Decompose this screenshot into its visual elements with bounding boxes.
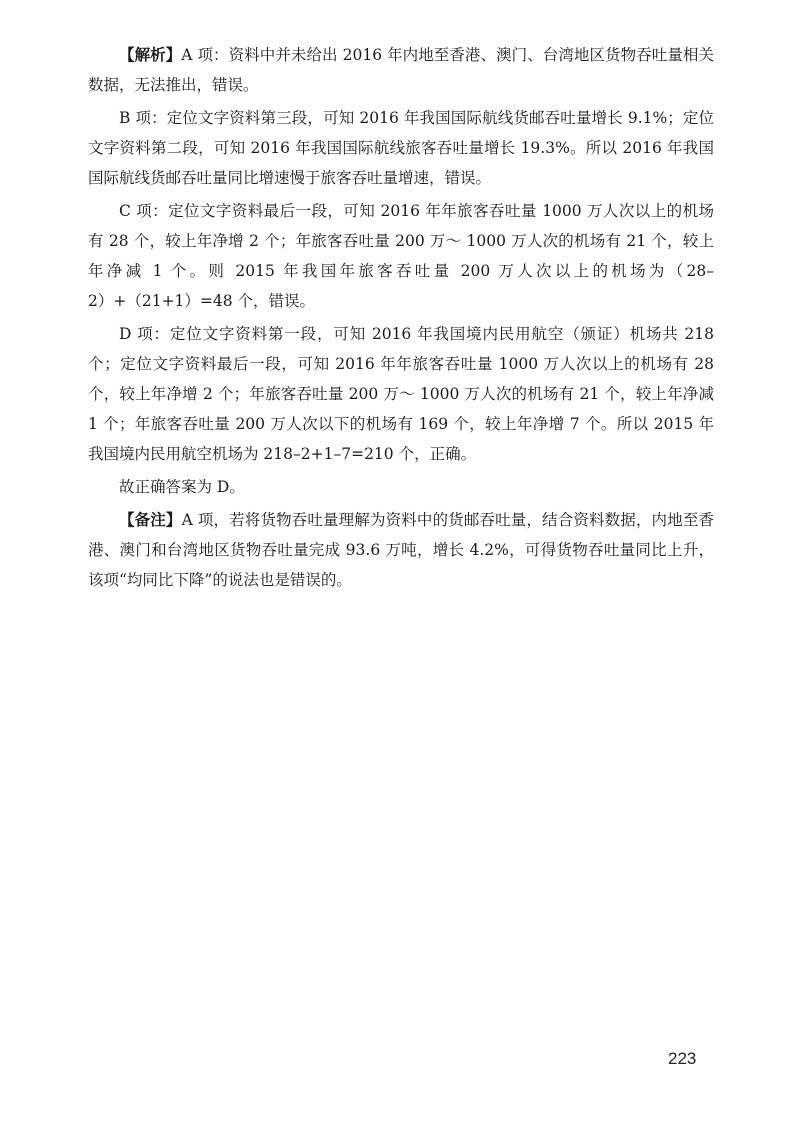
answer-paragraph: 故正确答案为 D。	[119, 478, 245, 496]
page-number: 223	[668, 1049, 697, 1068]
analysis-paragraph	[88, 40, 714, 100]
note-paragraph	[88, 505, 714, 595]
option-c-paragraph: C 项：定位文字资料最后一段，可知 2016 年年旅客吞吐量 1000 万人次以上的机场有 28 个，较上年净增 2 个；年旅客吞吐量 200 万～ 1000 万人次的机场有 21 个，较上年净减 1 个。则 2015 年我国年旅客吞吐量 200 万人次以上的机场为（28–2）+（21+1）=48 个，错误。	[88, 202, 714, 310]
document-page	[88, 40, 714, 598]
note-text: A 项，若将货物吞吐量理解为资料中的货邮吞吐量，结合资料数据，内地至香港、澳门和台湾地区货物吞吐量完成 93.6 万吨，增长 4.2%，可得货物吞吐量同比上升，该项“均同比下降”的说法也是错误的。	[88, 511, 714, 589]
analysis-text: A 项：资料中并未给出 2016 年内地至香港、澳门、台湾地区货物吞吐量相关数据，无法推出，错误。	[88, 46, 714, 94]
analysis-label: 【解析】	[119, 45, 182, 64]
option-b-paragraph: B 项：定位文字资料第三段，可知 2016 年我国国际航线货邮吞吐量增长 9.1%；定位文字资料第二段，可知 2016 年我国国际航线旅客吞吐量增长 19.3%。所以 2016 年我国国际航线货邮吞吐量同比增速慢于旅客吞吐量增速，错误。	[88, 109, 714, 187]
option-d-paragraph: D 项：定位文字资料第一段，可知 2016 年我国境内民用航空（颁证）机场共 218 个；定位文字资料最后一段，可知 2016 年年旅客吞吐量 1000 万人次以上的机场有 28 个，较上年净增 2 个；年旅客吞吐量 200 万～ 1000 万人次的机场有 21 个，较上年净减 1 个；年旅客吞吐量 200 万人次以下的机场有 169 个，较上年净增 7 个。所以 2015 年我国境内民用航空机场为 218–2+1–7=210 个，正确。	[88, 325, 714, 463]
note-label: 【备注】	[119, 510, 182, 529]
